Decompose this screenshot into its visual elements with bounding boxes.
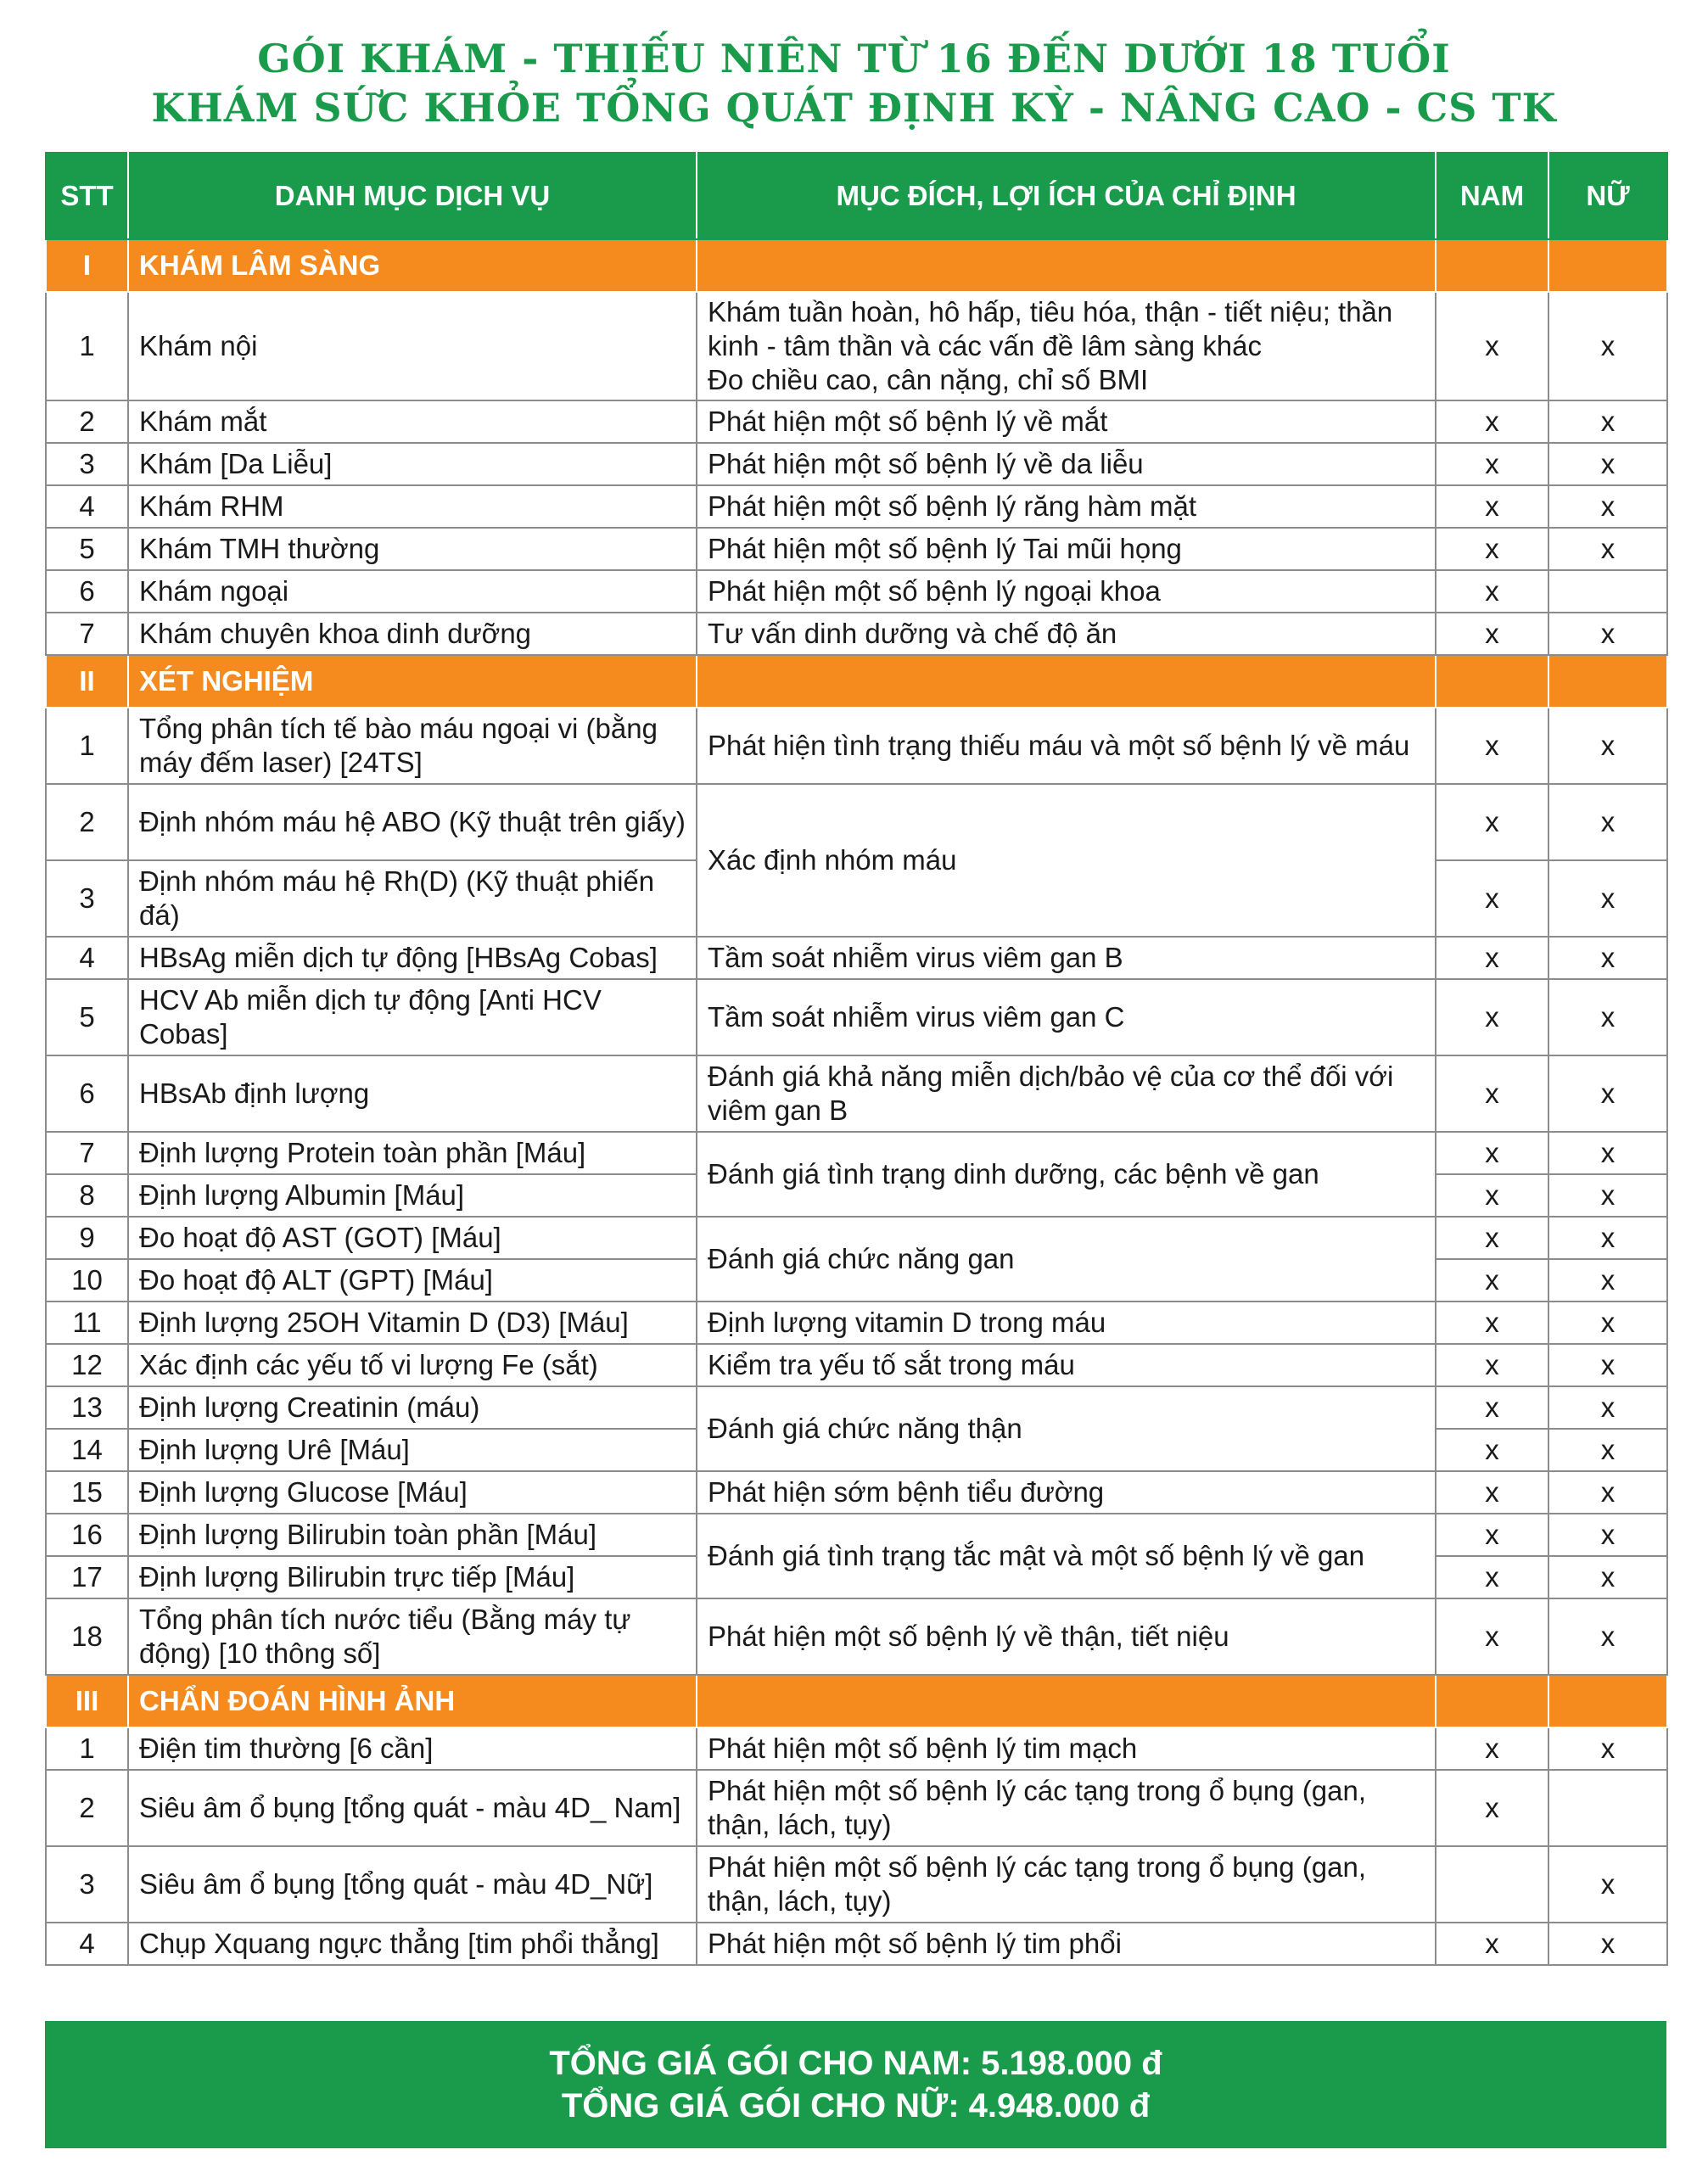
row-purpose: Phát hiện một số bệnh lý về da liễu [697, 443, 1436, 485]
table-row [46, 1344, 1667, 1386]
price-footer [45, 2021, 1666, 2148]
row-female-mark: x [1548, 1344, 1667, 1386]
row-female-mark: x [1548, 1259, 1667, 1302]
page-title [0, 34, 1708, 132]
male-total-price: TỔNG GIÁ GÓI CHO NAM: 5.198.000 đ [549, 2045, 1162, 2082]
row-male-mark: x [1436, 1055, 1548, 1132]
row-stt: 3 [46, 443, 128, 485]
row-stt: 1 [46, 708, 128, 784]
row-stt: 2 [46, 1770, 128, 1846]
table-row [46, 1471, 1667, 1514]
row-stt: 2 [46, 400, 128, 443]
row-service: Xác định các yếu tố vi lượng Fe (sắt) [128, 1344, 697, 1386]
row-stt: 18 [46, 1598, 128, 1675]
row-male-mark: x [1436, 1514, 1548, 1556]
row-male-mark: x [1436, 860, 1548, 937]
table-row [46, 1846, 1667, 1923]
row-purpose: Phát hiện một số bệnh lý ngoại khoa [697, 570, 1436, 613]
row-service: Tổng phân tích tế bào máu ngoại vi (bằng máy đếm laser) [24TS] [128, 708, 697, 784]
row-male-mark: x [1436, 1132, 1548, 1174]
row-male-mark: x [1436, 937, 1548, 979]
row-male-mark: x [1436, 1259, 1548, 1302]
row-stt: 4 [46, 937, 128, 979]
row-male-mark: x [1436, 443, 1548, 485]
row-service: Định nhóm máu hệ Rh(D) (Kỹ thuật phiến đá) [128, 860, 697, 937]
row-female-mark: x [1548, 1471, 1667, 1514]
row-stt: 1 [46, 1727, 128, 1770]
row-service: HBsAg miễn dịch tự động [HBsAg Cobas] [128, 937, 697, 979]
table-row [46, 1302, 1667, 1344]
row-female-mark: x [1548, 1429, 1667, 1471]
table-row [46, 485, 1667, 528]
row-service: Khám TMH thường [128, 528, 697, 570]
row-purpose: Đánh giá chức năng thận [697, 1386, 1436, 1471]
row-purpose: Định lượng vitamin D trong máu [697, 1302, 1436, 1344]
table-row [46, 443, 1667, 485]
row-purpose: Phát hiện sớm bệnh tiểu đường [697, 1471, 1436, 1514]
row-female-mark: x [1548, 708, 1667, 784]
row-female-mark: x [1548, 1923, 1667, 1965]
table-row [46, 708, 1667, 784]
row-service: Định lượng Albumin [Máu] [128, 1174, 697, 1217]
table-row [46, 1598, 1667, 1675]
row-female-mark: x [1548, 1055, 1667, 1132]
row-purpose: Phát hiện một số bệnh lý về mắt [697, 400, 1436, 443]
row-male-mark: x [1436, 1302, 1548, 1344]
table-row [46, 1514, 1667, 1556]
row-purpose-line: Đo chiều cao, cân nặng, chỉ số BMI [708, 364, 1149, 395]
table-row [46, 528, 1667, 570]
row-service: Tổng phân tích nước tiểu (Bằng máy tự động) [10 thông số] [128, 1598, 697, 1675]
table-row [46, 1386, 1667, 1429]
row-female-mark: x [1548, 1174, 1667, 1217]
row-purpose: Phát hiện một số bệnh lý các tạng trong ổ bụng (gan, thận, lách, tụy) [697, 1770, 1436, 1846]
row-stt: 6 [46, 570, 128, 613]
header-service: DANH MỤC DỊCH VỤ [128, 153, 697, 239]
row-stt: 2 [46, 784, 128, 860]
row-stt: 17 [46, 1556, 128, 1598]
row-male-mark: x [1436, 485, 1548, 528]
table-row [46, 937, 1667, 979]
row-female-mark [1548, 570, 1667, 613]
row-purpose: Phát hiện một số bệnh lý tim mạch [697, 1727, 1436, 1770]
table-row [46, 1727, 1667, 1770]
row-male-mark: x [1436, 784, 1548, 860]
row-service: Định nhóm máu hệ ABO (Kỹ thuật trên giấy) [128, 784, 697, 860]
row-stt: 1 [46, 292, 128, 400]
table-row [46, 1923, 1667, 1965]
row-female-mark: x [1548, 443, 1667, 485]
row-stt: 13 [46, 1386, 128, 1429]
row-stt: 14 [46, 1429, 128, 1471]
row-stt: 9 [46, 1217, 128, 1259]
header-stt: STT [46, 153, 128, 239]
row-female-mark: x [1548, 1302, 1667, 1344]
row-stt: 4 [46, 1923, 128, 1965]
row-stt: 15 [46, 1471, 128, 1514]
row-service: Đo hoạt độ ALT (GPT) [Máu] [128, 1259, 697, 1302]
row-service: Khám RHM [128, 485, 697, 528]
table-row [46, 1055, 1667, 1132]
row-female-mark [1548, 1770, 1667, 1846]
row-service: Định lượng Glucose [Máu] [128, 1471, 697, 1514]
row-service: Định lượng Bilirubin toàn phần [Máu] [128, 1514, 697, 1556]
table-row [46, 570, 1667, 613]
row-male-mark: x [1436, 528, 1548, 570]
row-service: Định lượng Urê [Máu] [128, 1429, 697, 1471]
row-female-mark: x [1548, 613, 1667, 655]
row-female-mark: x [1548, 400, 1667, 443]
row-purpose: Đánh giá khả năng miễn dịch/bảo vệ của cơ thể đối với viêm gan B [697, 1055, 1436, 1132]
section-row-lab-tests [46, 655, 1667, 708]
row-female-mark: x [1548, 292, 1667, 400]
table-row [46, 1132, 1667, 1174]
row-service: HBsAb định lượng [128, 1055, 697, 1132]
table-header-row [46, 153, 1667, 239]
row-male-mark: x [1436, 400, 1548, 443]
row-stt: 7 [46, 613, 128, 655]
row-service: Điện tim thường [6 cần] [128, 1727, 697, 1770]
section-numeral: III [46, 1675, 128, 1727]
row-stt: 3 [46, 1846, 128, 1923]
row-male-mark: x [1436, 1556, 1548, 1598]
row-service: Đo hoạt độ AST (GOT) [Máu] [128, 1217, 697, 1259]
row-female-mark: x [1548, 784, 1667, 860]
table-row [46, 400, 1667, 443]
row-purpose [697, 292, 1436, 400]
row-purpose: Phát hiện một số bệnh lý các tạng trong ổ bụng (gan, thận, lách, tụy) [697, 1846, 1436, 1923]
row-female-mark: x [1548, 860, 1667, 937]
row-purpose: Kiểm tra yếu tố sắt trong máu [697, 1344, 1436, 1386]
row-service: Chụp Xquang ngực thẳng [tim phổi thẳng] [128, 1923, 697, 1965]
row-purpose: Đánh giá chức năng gan [697, 1217, 1436, 1302]
section-numeral: II [46, 655, 128, 708]
section-name: KHÁM LÂM SÀNG [128, 239, 697, 292]
row-male-mark: x [1436, 292, 1548, 400]
row-service: Định lượng 25OH Vitamin D (D3) [Máu] [128, 1302, 697, 1344]
row-female-mark: x [1548, 979, 1667, 1055]
row-purpose: Phát hiện một số bệnh lý Tai mũi họng [697, 528, 1436, 570]
row-female-mark: x [1548, 1727, 1667, 1770]
header-female: NỮ [1548, 153, 1667, 239]
female-total-price: TỔNG GIÁ GÓI CHO NỮ: 4.948.000 đ [561, 2087, 1151, 2124]
row-male-mark: x [1436, 1429, 1548, 1471]
row-male-mark: x [1436, 1344, 1548, 1386]
section-name: XÉT NGHIỆM [128, 655, 697, 708]
row-stt: 7 [46, 1132, 128, 1174]
table-row [46, 613, 1667, 655]
row-female-mark: x [1548, 1598, 1667, 1675]
row-purpose: Phát hiện tình trạng thiếu máu và một số bệnh lý về máu [697, 708, 1436, 784]
row-purpose: Tầm soát nhiễm virus viêm gan B [697, 937, 1436, 979]
row-male-mark: x [1436, 1770, 1548, 1846]
row-female-mark: x [1548, 485, 1667, 528]
section-row-clinical [46, 239, 1667, 292]
row-male-mark: x [1436, 1471, 1548, 1514]
row-female-mark: x [1548, 1217, 1667, 1259]
row-stt: 8 [46, 1174, 128, 1217]
row-stt: 5 [46, 528, 128, 570]
header-purpose: MỤC ĐÍCH, LỢI ÍCH CỦA CHỈ ĐỊNH [697, 153, 1436, 239]
row-service: Khám ngoại [128, 570, 697, 613]
row-service: Khám [Da Liễu] [128, 443, 697, 485]
row-purpose: Đánh giá tình trạng dinh dưỡng, các bệnh về gan [697, 1132, 1436, 1217]
row-stt: 3 [46, 860, 128, 937]
row-purpose: Phát hiện một số bệnh lý răng hàm mặt [697, 485, 1436, 528]
row-male-mark: x [1436, 1598, 1548, 1675]
row-purpose: Tư vấn dinh dưỡng và chế độ ăn [697, 613, 1436, 655]
section-numeral: I [46, 239, 128, 292]
title-line-2: KHÁM SỨC KHỎE TỔNG QUÁT ĐỊNH KỲ - NÂNG CAO - CS TK [151, 85, 1557, 131]
row-male-mark: x [1436, 1386, 1548, 1429]
row-male-mark: x [1436, 570, 1548, 613]
row-service: HCV Ab miễn dịch tự động [Anti HCV Cobas] [128, 979, 697, 1055]
row-service: Định lượng Bilirubin trực tiếp [Máu] [128, 1556, 697, 1598]
row-male-mark: x [1436, 613, 1548, 655]
row-stt: 12 [46, 1344, 128, 1386]
table-row [46, 1770, 1667, 1846]
row-male-mark: x [1436, 708, 1548, 784]
row-service: Định lượng Creatinin (máu) [128, 1386, 697, 1429]
row-stt: 5 [46, 979, 128, 1055]
row-service: Siêu âm ổ bụng [tổng quát - màu 4D_Nữ] [128, 1846, 697, 1923]
row-purpose: Phát hiện một số bệnh lý về thận, tiết niệu [697, 1598, 1436, 1675]
table-row [46, 292, 1667, 400]
row-purpose-line: Khám tuần hoàn, hô hấp, tiêu hóa, thận - tiết niệu; thần kinh - tâm thần và các vấn đề lâm sàng khác [708, 296, 1393, 361]
row-purpose: Phát hiện một số bệnh lý tim phổi [697, 1923, 1436, 1965]
row-service: Siêu âm ổ bụng [tổng quát - màu 4D_ Nam] [128, 1770, 697, 1846]
service-table [45, 152, 1668, 1966]
row-service: Khám mắt [128, 400, 697, 443]
row-stt: 10 [46, 1259, 128, 1302]
table-row [46, 784, 1667, 860]
row-service: Định lượng Protein toàn phần [Máu] [128, 1132, 697, 1174]
row-stt: 4 [46, 485, 128, 528]
row-service: Khám chuyên khoa dinh dưỡng [128, 613, 697, 655]
row-male-mark: x [1436, 1727, 1548, 1770]
row-service: Khám nội [128, 292, 697, 400]
row-male-mark: x [1436, 979, 1548, 1055]
table-row [46, 1217, 1667, 1259]
section-name: CHẨN ĐOÁN HÌNH ẢNH [128, 1675, 697, 1727]
row-male-mark: x [1436, 1923, 1548, 1965]
row-female-mark: x [1548, 1386, 1667, 1429]
row-stt: 16 [46, 1514, 128, 1556]
row-purpose: Đánh giá tình trạng tắc mật và một số bệnh lý về gan [697, 1514, 1436, 1598]
row-female-mark: x [1548, 1556, 1667, 1598]
header-male: NAM [1436, 153, 1548, 239]
table-row [46, 979, 1667, 1055]
row-stt: 11 [46, 1302, 128, 1344]
row-female-mark: x [1548, 528, 1667, 570]
row-stt: 6 [46, 1055, 128, 1132]
row-female-mark: x [1548, 1846, 1667, 1923]
row-female-mark: x [1548, 937, 1667, 979]
row-male-mark: x [1436, 1174, 1548, 1217]
row-male-mark: x [1436, 1217, 1548, 1259]
row-female-mark: x [1548, 1514, 1667, 1556]
section-row-imaging [46, 1675, 1667, 1727]
row-male-mark [1436, 1846, 1548, 1923]
row-purpose: Xác định nhóm máu [697, 784, 1436, 937]
row-female-mark: x [1548, 1132, 1667, 1174]
title-line-1: GÓI KHÁM - THIẾU NIÊN TỪ 16 ĐẾN DƯỚI 18 TUỔI [257, 36, 1451, 81]
row-purpose: Tầm soát nhiễm virus viêm gan C [697, 979, 1436, 1055]
